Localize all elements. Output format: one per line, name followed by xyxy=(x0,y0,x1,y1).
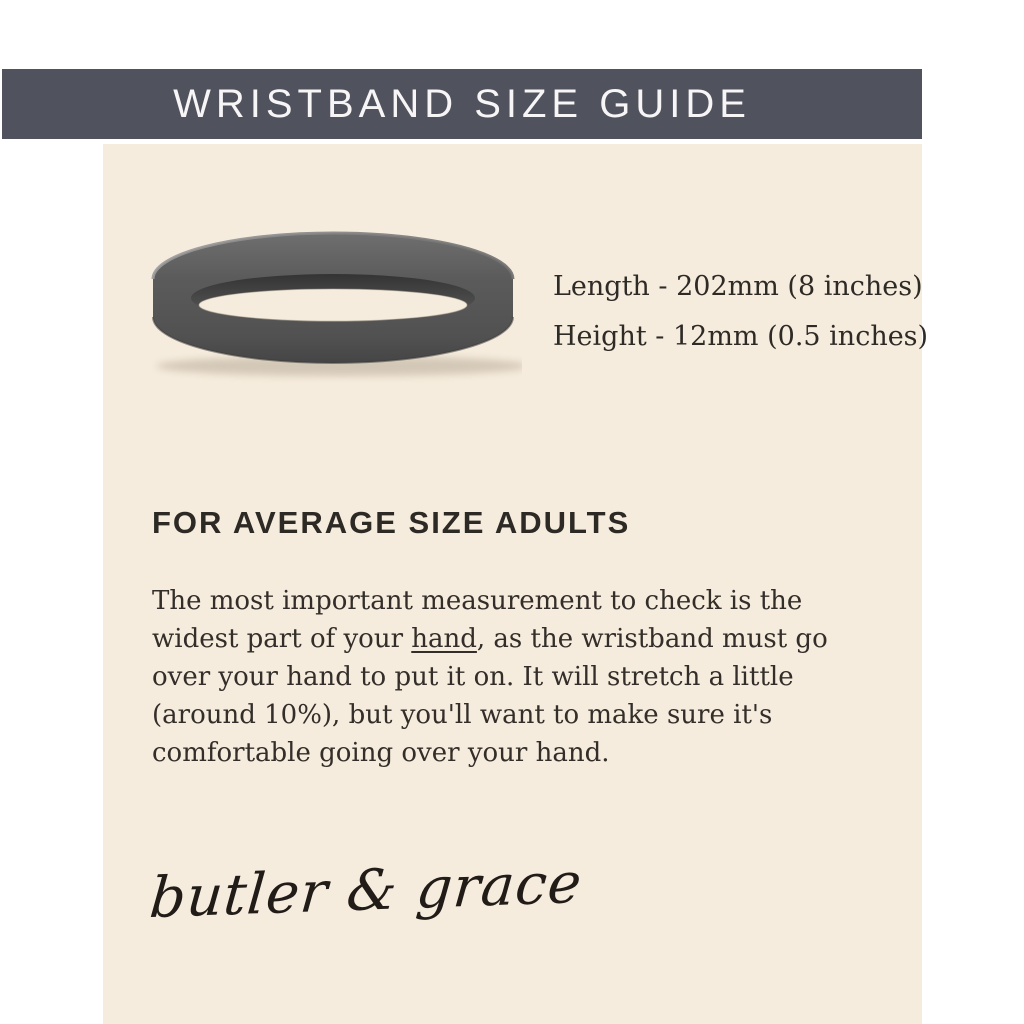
body-line-2-pre: widest part of your xyxy=(152,624,412,654)
page-title: WRISTBAND SIZE GUIDE xyxy=(173,81,751,126)
header-banner xyxy=(2,69,922,139)
body-line-1: The most important measurement to check is the xyxy=(152,586,803,616)
body-line-2-post: , as the wristband must go xyxy=(476,624,828,654)
height-measurement: Height - 12mm (0.5 inches) xyxy=(553,321,929,352)
band-opening xyxy=(199,289,467,321)
body-line-5: comfortable going over your hand. xyxy=(152,738,610,768)
section-heading: FOR AVERAGE SIZE ADULTS xyxy=(152,505,631,540)
body-text xyxy=(152,582,828,772)
wristband-image xyxy=(150,228,522,383)
brand-signature: butler & grace xyxy=(147,850,585,932)
body-line-2 xyxy=(152,620,828,658)
body-line-3: over your hand to put it on. It will stretch a little xyxy=(152,662,794,692)
underlined-hand: hand xyxy=(411,624,477,654)
measurements xyxy=(553,262,928,362)
content-panel xyxy=(103,144,929,1024)
body-line-4: (around 10%), but you'll want to make sure it's xyxy=(152,700,773,730)
length-measurement: Length - 202mm (8 inches) xyxy=(553,271,923,302)
